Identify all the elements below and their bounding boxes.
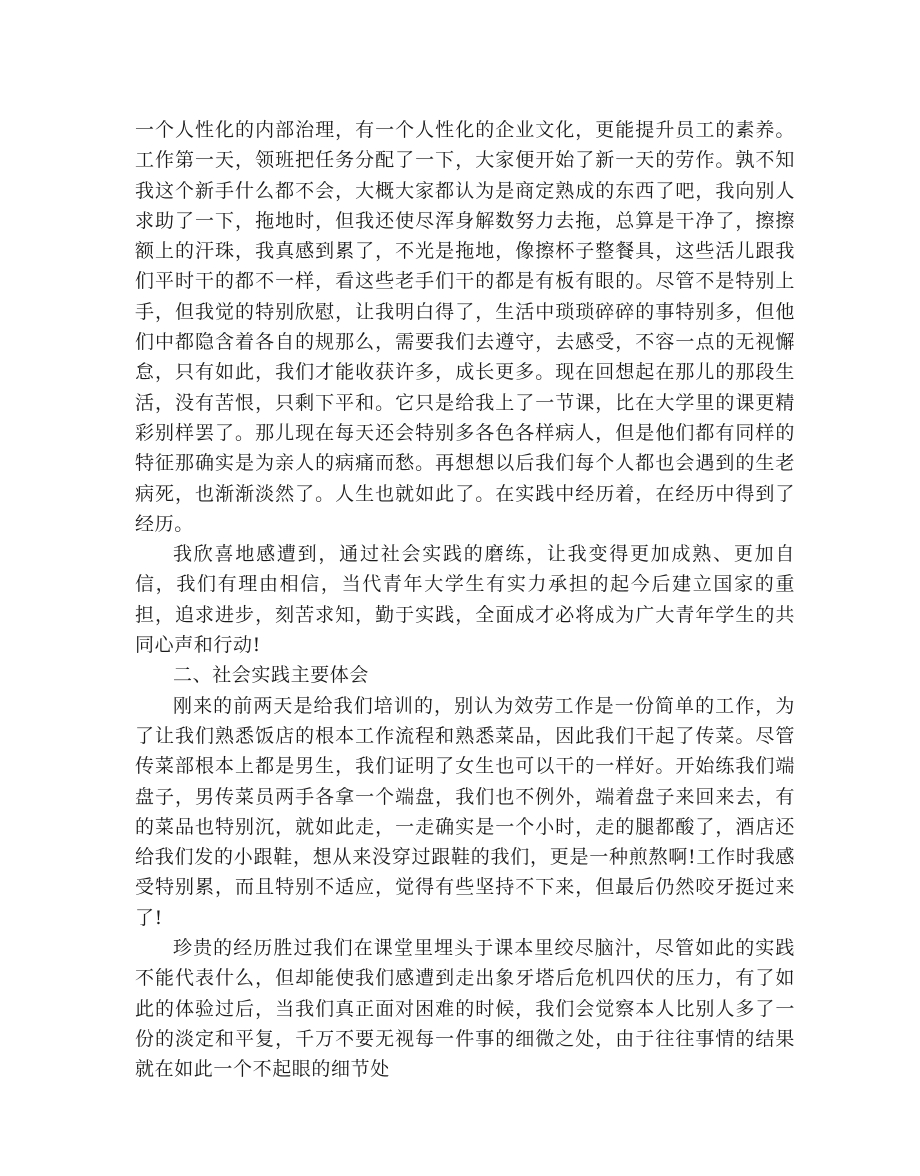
paragraph-1: 一个人性化的内部治理，有一个人性化的企业文化，更能提升员工的素养。工作第一天，领班把任务分配了一下，大家便开始了新一天的劳作。孰不知我这个新手什么都不会，大概大家都认为是商定熟成的东西了吧，我向别人求助了一下，拖地时，但我还使尽浑身解数努力去拖，总算是干净了，擦擦额上的汗珠，我真感到累了，不光是拖地，像擦杯子整餐具，这些活儿跟我们平时干的都不一样，看这些老手们干的都是有板有眼的。尽管不是特别上手，但我觉的特别欣慰，让我明白得了，生活中琐琐碎碎的事特别多，但他们中都隐含着各自的规那么，需要我们去遵守，去感受，不容一点的无视懈怠，只有如此，我们才能收获许多，成长更多。现在回想起在那儿的那段生活，没有苦恨，只剩下平和。它只是给我上了一节课，比在大学里的课更精彩别样罢了。那儿现在每天还会特别多各色各样病人，但是他们都有同样的特征那确实是为亲人的病痛而愁。再想想以后我们每个人都也会遇到的生老病死，也渐渐淡然了。人生也就如此了。在实践中经历着，在经历中得到了经历。: [135, 119, 795, 535]
paragraph-2: 我欣喜地感遭到，通过社会实践的磨练，让我变得更加成熟、更加自信，我们有理由相信，当代青年大学生有实力承担的起今后建立国家的重担，追求进步，刻苦求知，勤于实践，全面成才必将成为广大青年学生的共同心声和行动!: [135, 543, 795, 657]
paragraph-3: 刚来的前两天是给我们培训的，别认为效劳工作是一份简单的工作，为了让我们熟悉饭店的根本工作流程和熟悉菜品，因此我们干起了传菜。尽管传菜部根本上都是男生，我们证明了女生也可以干的一样好。开始练我们端盘子，男传菜员两手各拿一个端盘，我们也不例外，端着盘子来回来去，有的菜品也特别沉，就如此走，一走确实是一个小时，走的腿都酸了，酒店还给我们发的小跟鞋，想从来没穿过跟鞋的我们，更是一种煎熬啊!工作时我感受特别累，而且特别不适应，觉得有些坚持不下来，但最后仍然咬牙挺过来了!: [135, 694, 795, 929]
paragraph-4: 珍贵的经历胜过我们在课堂里埋头于课本里绞尽脑汁，尽管如此的实践不能代表什么，但却能使我们感遭到走出象牙塔后危机四伏的压力，有了如此的体验过后，当我们真正面对困难的时候，我们会觉察本人比别人多了一份的淡定和平复，千万不要无视每一件事的细微之处，由于往往事情的结果就在如此一个不起眼的细节处: [135, 937, 795, 1081]
section-heading: 二、社会实践主要体会: [173, 664, 370, 687]
document-body: [135, 115, 795, 1085]
